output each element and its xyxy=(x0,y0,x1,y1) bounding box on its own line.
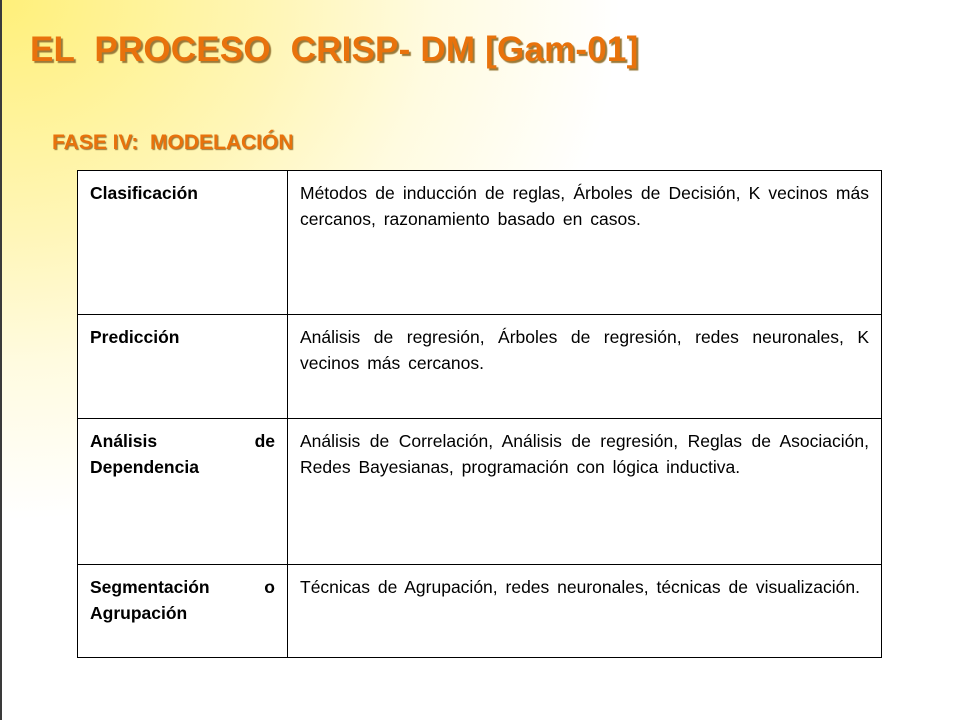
table-row xyxy=(78,565,882,658)
table-row xyxy=(78,419,882,565)
left-border-line xyxy=(0,0,2,720)
slide-title: EL PROCESO CRISP- DM [Gam-01] xyxy=(30,30,639,69)
description-cell: Técnicas de Agrupación, redes neuronales, técnicas de visualización. xyxy=(288,565,882,658)
table-row xyxy=(78,315,882,419)
modeling-techniques-table xyxy=(77,170,882,658)
category-cell: Clasificación xyxy=(78,171,288,315)
description-cell: Métodos de inducción de reglas, Árboles de Decisión, K vecinos más cercanos, razonamiento basado en casos. xyxy=(288,171,882,315)
description-cell: Análisis de Correlación, Análisis de regresión, Reglas de Asociación, Redes Bayesianas, programación con lógica inductiva. xyxy=(288,419,882,565)
category-cell: Predicción xyxy=(78,315,288,419)
section-subtitle: FASE IV: MODELACIÓN xyxy=(52,131,294,154)
description-cell: Análisis de regresión, Árboles de regresión, redes neuronales, K vecinos más cercanos. xyxy=(288,315,882,419)
table-row xyxy=(78,171,882,315)
category-cell: Segmentación o Agrupación xyxy=(78,565,288,658)
category-cell: Análisis de Dependencia xyxy=(78,419,288,565)
